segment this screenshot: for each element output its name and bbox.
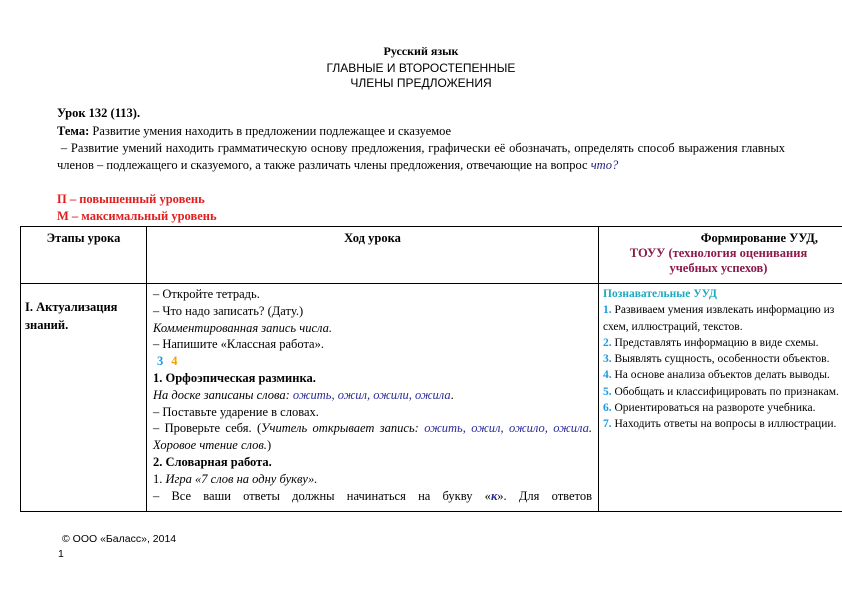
course-line: – Откройте тетрадь. <box>153 287 260 301</box>
level-marker-3: 3 <box>157 354 164 369</box>
level-increased: П – повышенный уровень <box>57 192 205 206</box>
course-line: – Напишите «Классная работа». <box>153 337 324 352</box>
section-title: 1. Орфоэпическая разминка. <box>153 370 316 385</box>
header-stages: Этапы урока <box>21 227 147 284</box>
uud-cell <box>599 284 842 512</box>
lesson-topic <box>57 123 785 140</box>
course-line: – Что надо записать? (Дату.) <box>153 303 304 318</box>
course-line: 1. Игра «7 слов на одну букву». <box>153 471 318 486</box>
subject-title: Русский язык <box>383 44 459 58</box>
level-markers <box>153 353 592 370</box>
course-line: – Поставьте ударение в словах. <box>153 404 319 419</box>
lesson-table <box>20 226 842 512</box>
section-title: 2. Словарная работа. <box>153 454 272 469</box>
goal-question: что? <box>590 158 619 172</box>
uud-item: 7. Находить ответы на вопросы в иллюстрации. <box>603 418 837 431</box>
course-cell <box>147 284 599 512</box>
topic-label: Тема: <box>57 124 90 138</box>
header-course: Ход урока <box>147 227 599 284</box>
uud-header-label: Формирование УУД, <box>700 231 818 245</box>
copyright: © ООО «Баласс», 2014 <box>62 533 177 545</box>
course-line: – Все ваши ответы должны начинаться на букву «к». Для ответов <box>153 488 592 503</box>
uud-item: 1. Развиваем умения извлекать информацию из схем, иллюстраций, текстов. <box>603 304 835 333</box>
uud-item: 3. Выявлять сущность, особенности объектов. <box>603 353 830 366</box>
touu-header-label: ТОУУ (технология оценивания учебных успехов) <box>629 246 808 275</box>
uud-item: 5. Обобщать и классифицировать по признакам. <box>603 385 839 398</box>
lesson-number: Урок 132 (113). <box>57 106 141 120</box>
topic-text: Развитие умения находить в предложении подлежащее и сказуемое <box>89 124 452 138</box>
table-header-row <box>21 227 842 284</box>
course-line: – Проверьте себя. (Учитель открывает запись: ожить, ожил, ожило, ожила. Хоровое чтение слов.) <box>153 421 592 453</box>
uud-item: 2. Представлять информацию в виде схемы. <box>603 336 819 349</box>
uud-category: Познавательные УУД <box>603 288 717 300</box>
course-line: На доске записаны слова: ожить, ожил, ожили, ожила. <box>153 387 454 402</box>
stage-cell: I. Актуализация знаний. <box>21 284 147 512</box>
level-maximum: М – максимальный уровень <box>57 209 217 223</box>
course-line: Комментированная запись числа. <box>153 320 332 335</box>
goal-text: – Развитие умений находить грамматическую основу предложения, графически её обозначать, определять способ выражения главных членов – подлежащего и сказуемого, а также различать члены предложения, отвечающие на вопрос <box>57 141 786 172</box>
lesson-goal <box>57 140 785 174</box>
page-number: 1 <box>58 548 64 560</box>
uud-item: 4. На основе анализа объектов делать выводы. <box>603 369 830 382</box>
document-title-line1: ГЛАВНЫЕ И ВТОРОСТЕПЕННЫЕ <box>326 61 516 75</box>
level-marker-4: 4 <box>171 354 178 369</box>
header-uud <box>599 227 842 284</box>
uud-item: 6. Ориентироваться на развороте учебника. <box>603 402 816 415</box>
table-row <box>21 284 842 512</box>
document-title-line2: ЧЛЕНЫ ПРЕДЛОЖЕНИЯ <box>350 76 492 90</box>
